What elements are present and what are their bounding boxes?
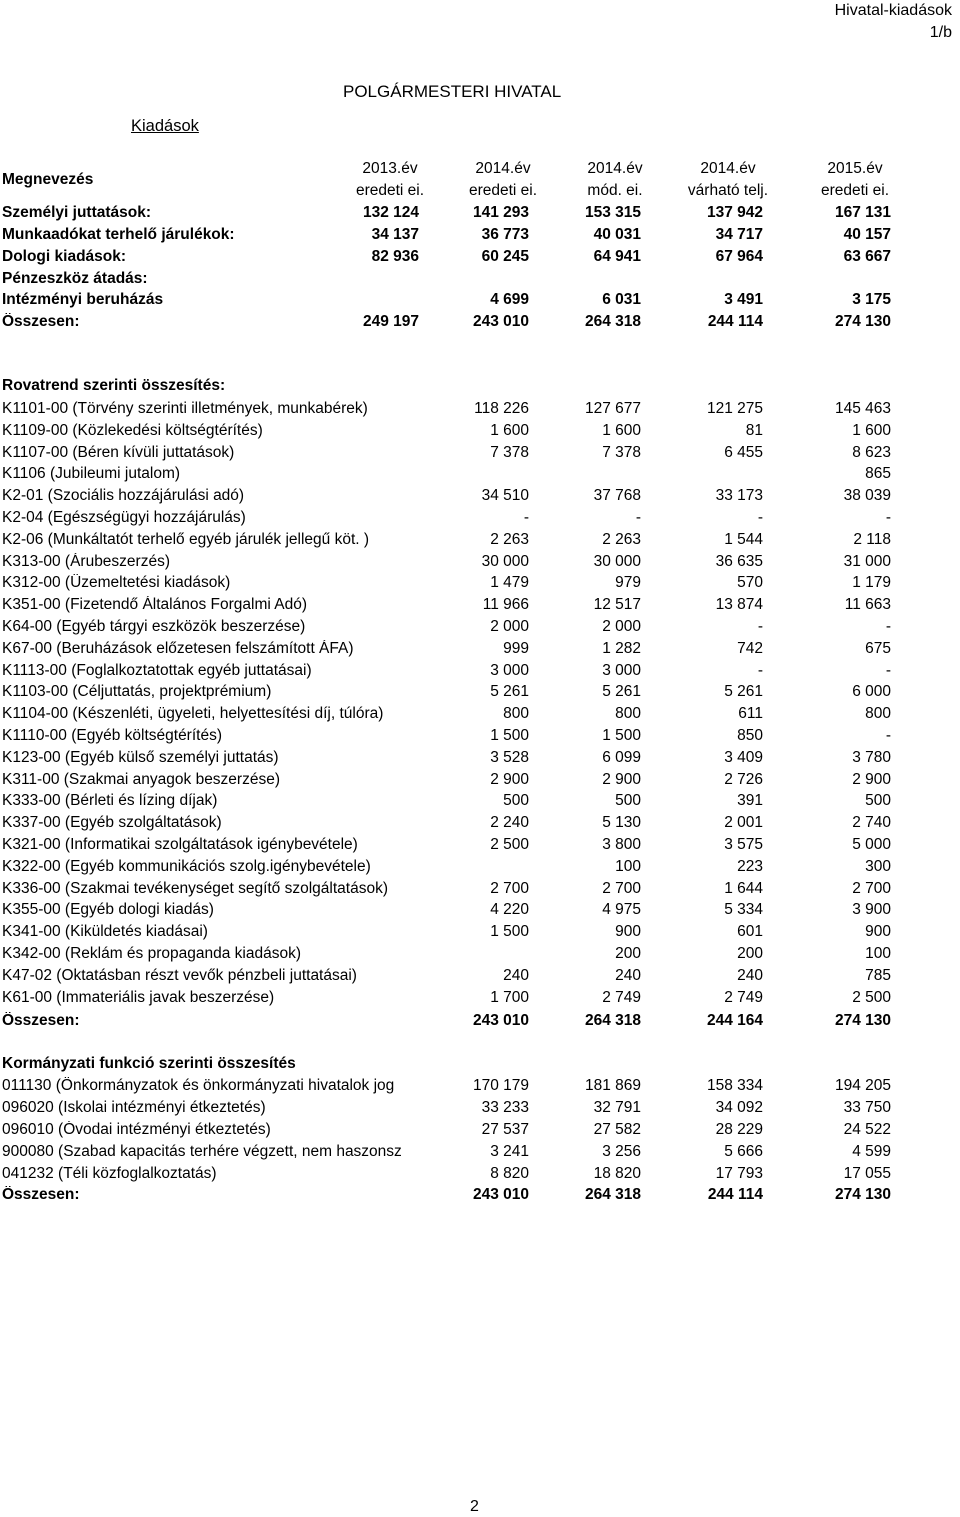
row-label: K47-02 (Oktatásban részt vevők pénzbeli juttatásai) bbox=[2, 967, 357, 984]
row-label: K1107-00 (Béren kívüli juttatások) bbox=[2, 444, 235, 461]
row-value: 240 bbox=[503, 967, 529, 984]
row-value: 785 bbox=[865, 967, 891, 984]
row-value: 36 635 bbox=[715, 553, 763, 570]
table-row bbox=[0, 1099, 960, 1121]
table-row bbox=[0, 640, 960, 662]
column-header-type: mód. ei. bbox=[587, 182, 643, 199]
row-value: 11 663 bbox=[844, 596, 891, 613]
row-value: 2 500 bbox=[490, 836, 529, 853]
section3-heading: Kormányzati funkció szerinti összesítés bbox=[2, 1055, 296, 1072]
row-value: 865 bbox=[865, 465, 891, 482]
table-row bbox=[0, 989, 960, 1011]
row-value: 5 261 bbox=[602, 683, 641, 700]
table-row bbox=[0, 444, 960, 466]
row-label: K2-04 (Egészségügyi hozzájárulás) bbox=[2, 509, 246, 526]
row-value: 6 099 bbox=[602, 749, 641, 766]
row-value: 2 263 bbox=[602, 531, 641, 548]
row-value: 3 800 bbox=[602, 836, 641, 853]
table-row bbox=[0, 749, 960, 771]
row-value: 31 000 bbox=[843, 553, 891, 570]
row-value: 264 318 bbox=[584, 313, 641, 330]
row-value: 5 261 bbox=[724, 683, 763, 700]
row-value: 121 275 bbox=[706, 400, 763, 417]
row-label: Pénzeszköz átadás: bbox=[2, 270, 148, 287]
table-row bbox=[0, 1186, 960, 1208]
row-value: 1 700 bbox=[490, 989, 529, 1006]
row-label: K312-00 (Üzemeltetési kiadások) bbox=[2, 574, 231, 591]
row-value: 1 500 bbox=[490, 923, 529, 940]
row-label: K321-00 (Informatikai szolgáltatások igénybevétele) bbox=[2, 836, 358, 853]
page-code: 1/b bbox=[929, 24, 952, 41]
row-label: K2-01 (Szociális hozzájárulási adó) bbox=[2, 487, 245, 504]
row-value: 17 793 bbox=[715, 1165, 763, 1182]
row-value: 999 bbox=[503, 640, 529, 657]
row-value: 500 bbox=[503, 792, 529, 809]
row-label: K1110-00 (Egyéb költségtérítés) bbox=[2, 727, 222, 744]
table-row bbox=[0, 248, 960, 270]
row-value: 3 256 bbox=[602, 1143, 641, 1160]
table-row bbox=[0, 270, 960, 292]
row-value: 63 667 bbox=[843, 248, 891, 265]
column-header-year: 2014.év bbox=[475, 160, 531, 177]
row-value: 243 010 bbox=[472, 1012, 529, 1029]
row-value: 4 599 bbox=[852, 1143, 891, 1160]
row-value: 2 900 bbox=[852, 771, 891, 788]
row-label: Összesen: bbox=[2, 1186, 80, 1203]
row-value: 570 bbox=[737, 574, 763, 591]
column-header bbox=[668, 158, 788, 202]
row-value: - bbox=[885, 509, 891, 526]
row-label: Személyi juttatások: bbox=[2, 204, 152, 221]
row-value: 40 031 bbox=[593, 226, 641, 243]
row-label: Intézményi beruházás bbox=[2, 291, 164, 308]
row-value: 2 900 bbox=[490, 771, 529, 788]
row-value: 2 000 bbox=[602, 618, 641, 635]
document-title: Hivatal-kiadások bbox=[834, 2, 952, 19]
row-value: 118 226 bbox=[474, 400, 529, 417]
row-label: 041232 (Téli közfoglalkoztatás) bbox=[2, 1165, 217, 1182]
row-value: 38 039 bbox=[843, 487, 891, 504]
row-value: 2 118 bbox=[853, 531, 891, 548]
name-column-header: Megnevezés bbox=[2, 171, 94, 188]
row-value: 244 164 bbox=[706, 1012, 763, 1029]
row-value: 2 001 bbox=[724, 814, 763, 831]
row-value: 3 900 bbox=[852, 901, 891, 918]
table-row bbox=[0, 400, 960, 422]
row-value: 194 205 bbox=[834, 1077, 891, 1094]
table-row bbox=[0, 1121, 960, 1143]
row-value: 33 173 bbox=[715, 487, 763, 504]
row-value: 67 964 bbox=[715, 248, 763, 265]
row-label: K333-00 (Bérleti és lízing díjak) bbox=[2, 792, 218, 809]
row-value: 274 130 bbox=[834, 1186, 891, 1203]
row-value: 1 479 bbox=[490, 574, 529, 591]
table-row bbox=[0, 683, 960, 705]
table-row bbox=[0, 771, 960, 793]
row-value: 223 bbox=[737, 858, 763, 875]
row-value: 5 334 bbox=[724, 901, 763, 918]
row-value: 32 791 bbox=[593, 1099, 641, 1116]
row-label: K341-00 (Kiküldetés kiadásai) bbox=[2, 923, 208, 940]
row-value: 244 114 bbox=[707, 1186, 763, 1203]
row-label: K1106 (Jubileumi jutalom) bbox=[2, 465, 181, 482]
row-value: 34 137 bbox=[371, 226, 419, 243]
row-value: 1 500 bbox=[602, 727, 641, 744]
table-row bbox=[0, 1165, 960, 1187]
row-value: 40 157 bbox=[843, 226, 891, 243]
row-value: 132 124 bbox=[362, 204, 419, 221]
section-subtitle: Kiadások bbox=[131, 117, 199, 135]
row-value: 391 bbox=[737, 792, 763, 809]
row-label: K337-00 (Egyéb szolgáltatások) bbox=[2, 814, 222, 831]
row-value: 4 220 bbox=[490, 901, 529, 918]
row-value: 137 942 bbox=[706, 204, 763, 221]
row-label: K313-00 (Árubeszerzés) bbox=[2, 553, 170, 570]
row-label: Munkaadókat terhelő járulékok: bbox=[2, 226, 235, 243]
column-header bbox=[795, 158, 915, 202]
row-value: 850 bbox=[737, 727, 763, 744]
row-value: 3 409 bbox=[724, 749, 763, 766]
row-value: 100 bbox=[615, 858, 641, 875]
row-label: Dologi kiadások: bbox=[2, 248, 127, 265]
row-value: 5 261 bbox=[490, 683, 529, 700]
row-value: 264 318 bbox=[584, 1186, 641, 1203]
row-value: 127 677 bbox=[584, 400, 641, 417]
row-value: 181 869 bbox=[584, 1077, 641, 1094]
row-value: 1 500 bbox=[490, 727, 529, 744]
row-value: - bbox=[523, 509, 529, 526]
row-value: 153 315 bbox=[584, 204, 641, 221]
row-value: 3 575 bbox=[724, 836, 763, 853]
row-label: K322-00 (Egyéb kommunikációs szolg.igénybevétele) bbox=[2, 858, 371, 875]
row-value: 500 bbox=[615, 792, 641, 809]
row-value: 27 537 bbox=[481, 1121, 529, 1138]
row-value: - bbox=[635, 509, 641, 526]
row-value: 36 773 bbox=[481, 226, 529, 243]
row-label: Összesen: bbox=[2, 1012, 80, 1029]
row-label: K1104-00 (Készenléti, ügyeleti, helyettesítési díj, túlóra) bbox=[2, 705, 384, 722]
table-row bbox=[0, 574, 960, 596]
row-value: - bbox=[885, 618, 891, 635]
row-value: 2 240 bbox=[490, 814, 529, 831]
table-row bbox=[0, 531, 960, 553]
table-row bbox=[0, 509, 960, 531]
row-value: 601 bbox=[737, 923, 763, 940]
column-header bbox=[330, 158, 450, 202]
row-value: 24 522 bbox=[843, 1121, 891, 1138]
column-header-type: eredeti ei. bbox=[355, 182, 425, 199]
row-label: 900080 (Szabad kapacitás terhére végzett, nem haszonsz bbox=[2, 1143, 402, 1160]
table-row bbox=[0, 705, 960, 727]
row-value: 170 179 bbox=[472, 1077, 529, 1094]
row-value: 8 623 bbox=[852, 444, 891, 461]
row-value: 3 528 bbox=[490, 749, 529, 766]
row-value: 158 334 bbox=[706, 1077, 763, 1094]
table-row bbox=[0, 880, 960, 902]
row-value: 1 644 bbox=[724, 880, 763, 897]
row-value: 3 491 bbox=[724, 291, 763, 308]
row-value: 33 750 bbox=[843, 1099, 891, 1116]
row-value: 2 740 bbox=[852, 814, 891, 831]
row-value: 8 820 bbox=[490, 1165, 529, 1182]
row-value: 3 000 bbox=[490, 662, 529, 679]
table-row bbox=[0, 836, 960, 858]
table-row bbox=[0, 945, 960, 967]
row-value: - bbox=[885, 727, 891, 744]
row-value: 1 179 bbox=[852, 574, 891, 591]
row-value: 2 000 bbox=[490, 618, 529, 635]
table-row bbox=[0, 1012, 960, 1034]
row-label: K1109-00 (Közlekedési költségtérítés) bbox=[2, 422, 263, 439]
row-value: 244 114 bbox=[707, 313, 763, 330]
column-header bbox=[555, 158, 675, 202]
column-header-year: 2014.év bbox=[700, 160, 756, 177]
row-value: 34 092 bbox=[715, 1099, 763, 1116]
row-value: 4 975 bbox=[602, 901, 641, 918]
row-value: 141 293 bbox=[472, 204, 529, 221]
row-value: 3 241 bbox=[490, 1143, 529, 1160]
row-value: - bbox=[757, 618, 763, 635]
row-value: 243 010 bbox=[472, 313, 529, 330]
row-value: 100 bbox=[865, 945, 891, 962]
row-value: 240 bbox=[615, 967, 641, 984]
row-label: K1113-00 (Foglalkoztatottak egyéb juttatásai) bbox=[2, 662, 312, 679]
row-value: 742 bbox=[737, 640, 763, 657]
row-value: 6 000 bbox=[852, 683, 891, 700]
row-label: K1101-00 (Törvény szerinti illetmények, munkabérek) bbox=[2, 400, 368, 417]
row-value: 900 bbox=[615, 923, 641, 940]
row-value: 2 749 bbox=[602, 989, 641, 1006]
row-value: 1 600 bbox=[490, 422, 529, 439]
table-row bbox=[0, 487, 960, 509]
row-label: K355-00 (Egyéb dologi kiadás) bbox=[2, 901, 214, 918]
row-value: 60 245 bbox=[481, 248, 529, 265]
row-value: 240 bbox=[737, 967, 763, 984]
table-row bbox=[0, 858, 960, 880]
row-label: K311-00 (Szakmai anyagok beszerzése) bbox=[2, 771, 280, 788]
table-row bbox=[0, 618, 960, 640]
row-value: 243 010 bbox=[472, 1186, 529, 1203]
table-row bbox=[0, 727, 960, 749]
row-value: 28 229 bbox=[715, 1121, 763, 1138]
row-value: 7 378 bbox=[602, 444, 641, 461]
row-value: - bbox=[885, 662, 891, 679]
column-header bbox=[443, 158, 563, 202]
row-value: 7 378 bbox=[490, 444, 529, 461]
row-value: 249 197 bbox=[362, 313, 419, 330]
row-value: 34 717 bbox=[715, 226, 763, 243]
row-value: 5 666 bbox=[724, 1143, 763, 1160]
row-value: 18 820 bbox=[593, 1165, 641, 1182]
row-value: 1 600 bbox=[602, 422, 641, 439]
table-row bbox=[0, 662, 960, 684]
column-header-type: várható telj. bbox=[687, 182, 769, 199]
row-value: 27 582 bbox=[593, 1121, 641, 1138]
row-value: 30 000 bbox=[593, 553, 641, 570]
row-value: 64 941 bbox=[593, 248, 641, 265]
row-value: 1 544 bbox=[724, 531, 763, 548]
row-value: - bbox=[757, 662, 763, 679]
row-label: K64-00 (Egyéb tárgyi eszközök beszerzése) bbox=[2, 618, 306, 635]
row-value: 2 700 bbox=[490, 880, 529, 897]
row-value: 264 318 bbox=[584, 1012, 641, 1029]
row-value: 800 bbox=[865, 705, 891, 722]
row-value: 2 900 bbox=[602, 771, 641, 788]
table-row bbox=[0, 422, 960, 444]
row-value: 2 700 bbox=[602, 880, 641, 897]
row-value: 5 130 bbox=[602, 814, 641, 831]
row-label: K336-00 (Szakmai tevékenységet segítő szolgáltatások) bbox=[2, 880, 388, 897]
table-row bbox=[0, 814, 960, 836]
table-row bbox=[0, 1077, 960, 1099]
row-value: 2 500 bbox=[852, 989, 891, 1006]
row-label: K2-06 (Munkáltatót terhelő egyéb járulék jellegű köt. ) bbox=[2, 531, 370, 548]
row-value: 800 bbox=[503, 705, 529, 722]
table-row bbox=[0, 313, 960, 335]
table-row bbox=[0, 1143, 960, 1165]
row-value: 12 517 bbox=[593, 596, 641, 613]
row-value: 200 bbox=[737, 945, 763, 962]
row-value: 6 455 bbox=[724, 444, 763, 461]
table-row bbox=[0, 226, 960, 248]
row-value: 145 463 bbox=[834, 400, 891, 417]
row-label: K351-00 (Fizetendő Általános Forgalmi Adó) bbox=[2, 596, 307, 613]
row-value: 37 768 bbox=[593, 487, 641, 504]
row-value: 1 600 bbox=[852, 422, 891, 439]
row-value: 500 bbox=[865, 792, 891, 809]
table-row bbox=[0, 923, 960, 945]
row-value: 17 055 bbox=[843, 1165, 891, 1182]
row-value: 900 bbox=[865, 923, 891, 940]
table-row bbox=[0, 204, 960, 226]
row-value: 2 700 bbox=[852, 880, 891, 897]
row-value: 2 726 bbox=[724, 771, 763, 788]
row-value: 274 130 bbox=[834, 313, 891, 330]
row-value: 200 bbox=[615, 945, 641, 962]
row-value: - bbox=[757, 509, 763, 526]
row-value: 30 000 bbox=[481, 553, 529, 570]
table-row bbox=[0, 901, 960, 923]
table-row bbox=[0, 465, 960, 487]
row-value: 6 031 bbox=[602, 291, 641, 308]
row-value: 300 bbox=[865, 858, 891, 875]
row-value: 2 263 bbox=[490, 531, 529, 548]
table-row bbox=[0, 291, 960, 313]
row-value: 82 936 bbox=[371, 248, 419, 265]
row-value: 5 000 bbox=[852, 836, 891, 853]
row-value: 3 175 bbox=[852, 291, 891, 308]
column-header-year: 2013.év bbox=[362, 160, 418, 177]
row-value: 1 282 bbox=[602, 640, 641, 657]
row-label: K342-00 (Reklám és propaganda kiadások) bbox=[2, 945, 301, 962]
row-value: 800 bbox=[615, 705, 641, 722]
row-value: 3 000 bbox=[602, 662, 641, 679]
column-header-type: eredeti ei. bbox=[468, 182, 538, 199]
table-row bbox=[0, 553, 960, 575]
row-label: K123-00 (Egyéb külső személyi juttatás) bbox=[2, 749, 279, 766]
section2-heading: Rovatrend szerinti összesítés: bbox=[2, 377, 226, 394]
row-value: 33 233 bbox=[481, 1099, 529, 1116]
column-header-year: 2014.év bbox=[587, 160, 643, 177]
row-label: K61-00 (Immateriális javak beszerzése) bbox=[2, 989, 275, 1006]
table-row bbox=[0, 596, 960, 618]
row-value: 979 bbox=[615, 574, 641, 591]
row-value: 3 780 bbox=[852, 749, 891, 766]
row-value: 611 bbox=[738, 705, 763, 722]
row-label: 011130 (Önkormányzatok és önkormányzati hivatalok jog bbox=[2, 1077, 395, 1094]
row-value: 81 bbox=[745, 422, 763, 439]
column-header-type: eredeti ei. bbox=[820, 182, 890, 199]
table-row bbox=[0, 792, 960, 814]
row-value: 675 bbox=[865, 640, 891, 657]
row-label: K1103-00 (Céljuttatás, projektprémium) bbox=[2, 683, 272, 700]
table-row bbox=[0, 967, 960, 989]
row-value: 167 131 bbox=[834, 204, 891, 221]
row-value: 274 130 bbox=[834, 1012, 891, 1029]
row-label: 096020 (Iskolai intézményi étkeztetés) bbox=[2, 1099, 266, 1116]
row-label: K67-00 (Beruházások előzetesen felszámított ÁFA) bbox=[2, 640, 354, 657]
row-value: 34 510 bbox=[481, 487, 529, 504]
page-number: 2 bbox=[470, 1498, 479, 1515]
page-title: POLGÁRMESTERI HIVATAL bbox=[343, 82, 562, 101]
row-label: 096010 (Óvodai intézményi étkeztetés) bbox=[2, 1121, 271, 1138]
row-value: 11 966 bbox=[482, 596, 529, 613]
column-header-year: 2015.év bbox=[827, 160, 883, 177]
row-value: 2 749 bbox=[724, 989, 763, 1006]
row-label: Összesen: bbox=[2, 313, 80, 330]
row-value: 4 699 bbox=[490, 291, 529, 308]
row-value: 13 874 bbox=[715, 596, 763, 613]
